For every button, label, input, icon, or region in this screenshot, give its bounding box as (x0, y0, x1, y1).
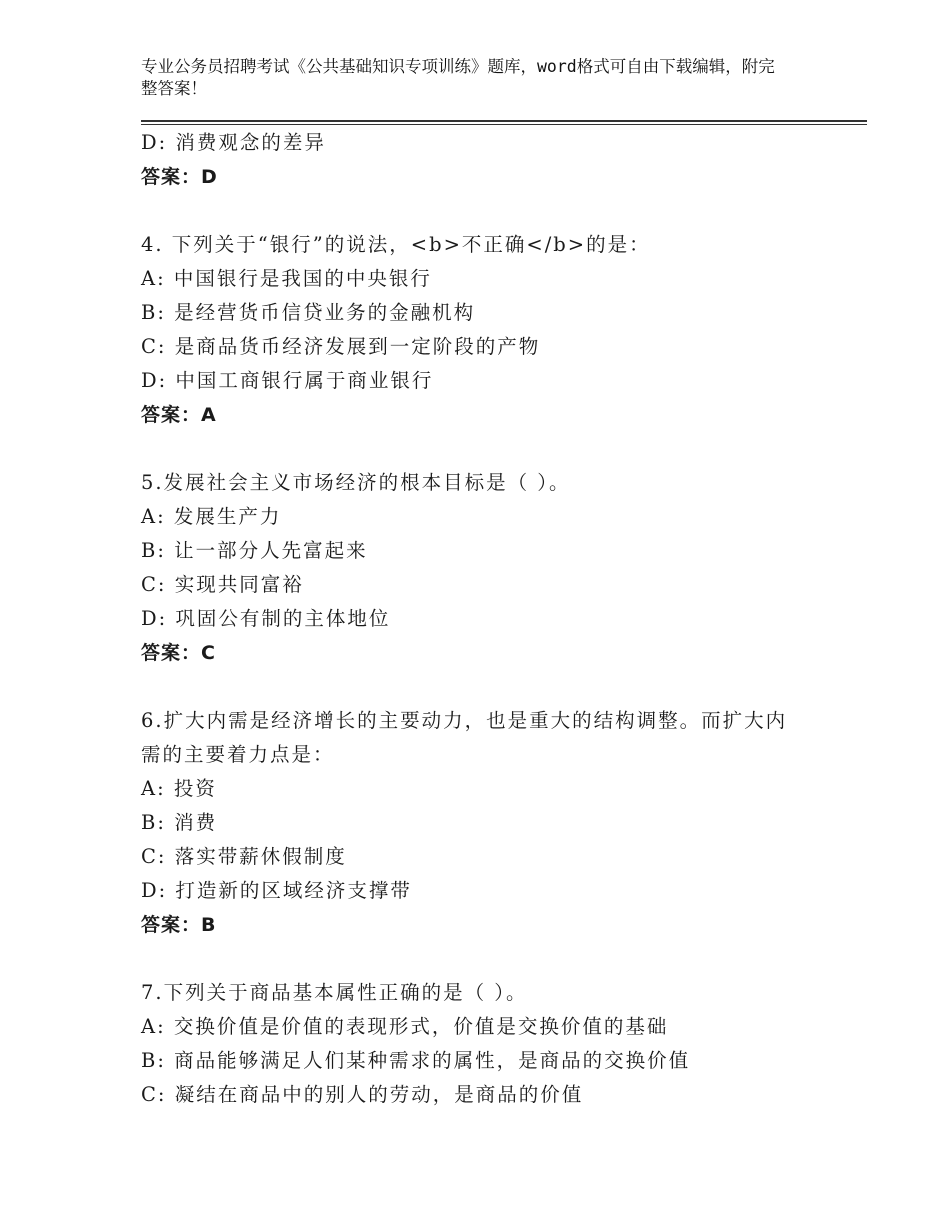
question-stem: 7.下列关于商品基本属性正确的是（ ）。 (141, 981, 528, 1004)
option-b: B: 商品能够满足人们某种需求的属性，是商品的交换价值 (141, 1049, 691, 1072)
document-header: 专业公务员招聘考试《公共基础知识专项训练》题库，word格式可自由下载编辑，附完整答案！ (141, 57, 775, 98)
spacer (141, 670, 841, 704)
option-c: C: 是商品货币经济发展到一定阶段的产物 (141, 335, 541, 358)
option-d: D: 打造新的区域经济支撑带 (141, 879, 412, 902)
option-a: A: 中国银行是我国的中央银行 (141, 267, 432, 290)
option-a: A: 发展生产力 (141, 505, 282, 528)
question-stem: 6.扩大内需是经济增长的主要动力，也是重大的结构调整。而扩大内需的主要着力点是： (141, 709, 788, 766)
answer-line: 答案：A (141, 404, 217, 426)
option-c: C: 凝结在商品中的别人的劳动，是商品的价值 (141, 1083, 584, 1106)
option-d: D: 巩固公有制的主体地位 (141, 607, 391, 630)
spacer (141, 194, 841, 228)
option-b: B: 消费 (141, 811, 218, 834)
question-stem: 5.发展社会主义市场经济的根本目标是（ ）。 (141, 471, 571, 494)
option-a: A: 交换价值是价值的表现形式，价值是交换价值的基础 (141, 1015, 669, 1038)
spacer (141, 432, 841, 466)
option-a: A: 投资 (141, 777, 217, 800)
option-b: B: 是经营货币信贷业务的金融机构 (141, 301, 476, 324)
question-list (141, 126, 841, 1112)
answer-line: 答案：D (141, 166, 218, 188)
answer-line: 答案：C (141, 642, 216, 664)
header-rule-thin (141, 124, 867, 125)
option-c: C: 实现共同富裕 (141, 573, 304, 596)
option-b: B: 让一部分人先富起来 (141, 539, 368, 562)
answer-line: 答案：B (141, 914, 217, 936)
spacer (141, 942, 841, 976)
option-c: C: 落实带薪休假制度 (141, 845, 347, 868)
header-rule-thick (141, 120, 867, 122)
question-stem: 4. 下列关于“银行”的说法，<b>不正确</b>的是： (141, 233, 651, 256)
option-d: D: 消费观念的差异 (141, 131, 326, 154)
option-d: D: 中国工商银行属于商业银行 (141, 369, 434, 392)
